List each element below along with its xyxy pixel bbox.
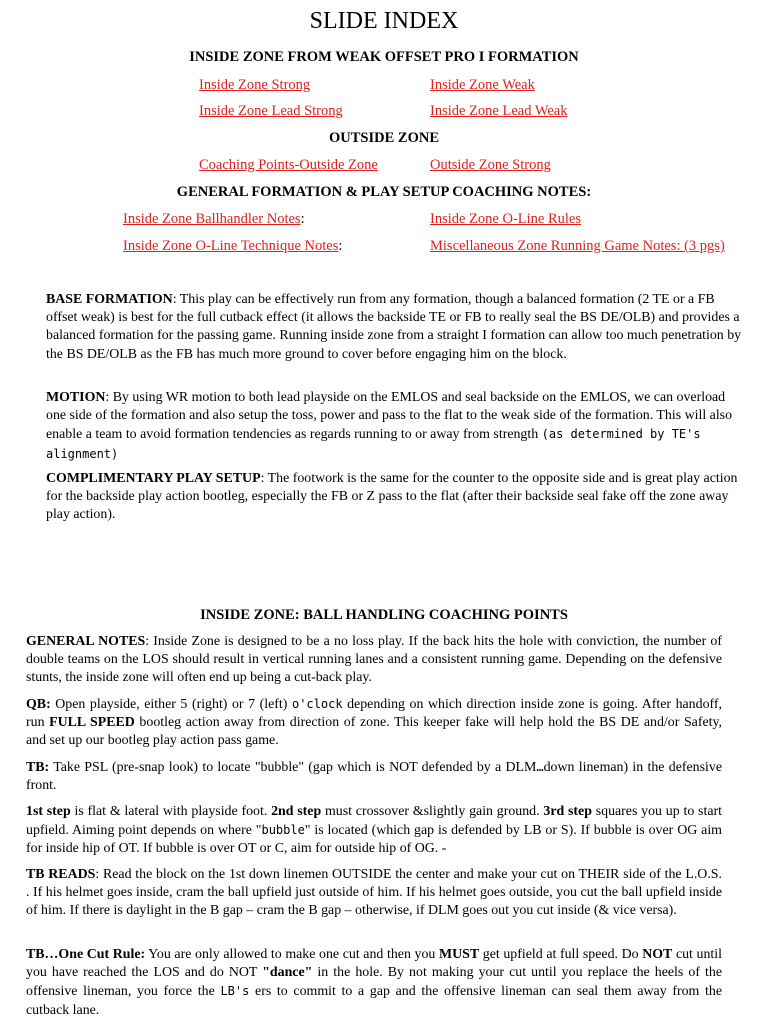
- general-notes-text: : Inside Zone is designed to be a no loss play. If the back hits the hole with conviction, the number of double teams on the LOS should result in vertical running lanes and a consistent running game. Depending on the defensive stunts, the inside zone will often end up being a cut-back play.: [26, 634, 722, 686]
- link-inside-zone-weak[interactable]: Inside Zone Weak: [430, 77, 535, 93]
- link-inside-zone-strong[interactable]: Inside Zone Strong: [199, 77, 311, 93]
- link-ballhandler-label[interactable]: Inside Zone Ballhandler Notes: [123, 211, 301, 227]
- tb-reads-paragraph: [26, 866, 722, 921]
- one-cut-rule-label: TB…One Cut Rule:: [26, 947, 146, 962]
- complimentary-play-text: : The footwork is the same for the counter to the opposite side and is great play action for the backside play action bootleg, especially the FB or Z pass to the flat (after their backside seal fake off the zone away play action).: [46, 471, 738, 523]
- one-cut-rule-paragraph: [26, 946, 722, 1020]
- one-cut-text-3: cut until you have reached the LOS and do NOT: [26, 947, 723, 981]
- tb-reads-label: TB READS: [26, 867, 96, 882]
- inside-zone-heading: INSIDE ZONE FROM WEAK OFFSET PRO I FORMATION: [189, 49, 579, 65]
- link-misc-zone-notes[interactable]: Miscellaneous Zone Running Game Notes: (3 pgs): [430, 238, 725, 254]
- link-coaching-points-outside-zone[interactable]: Coaching Points-Outside Zone: [199, 157, 378, 173]
- tb-reads-text: : Read the block on the 1st down linemen OUTSIDE the center and make your cut on THEIR side of the L.O.S. . If his helmet goes inside, cram the ball upfield just outside of him. If his helmet goes outside, you cut the ball upfield inside of him. If there is daylight in the B gap – cram the B gap – otherwise, if DLM goes out you cut inside (& vice versa).: [26, 867, 723, 919]
- motion-note: (as determined by TE's alignment): [46, 427, 701, 461]
- colon: :: [300, 211, 305, 227]
- link-outside-zone-strong[interactable]: Outside Zone Strong: [430, 157, 551, 173]
- motion-text: : By using WR motion to both lead playside on the EMLOS and seal backside on the EMLOS, we can overload one side of the formation and also setup the toss, power and pass to the flat to the weak side of the formation. This will also enable a team to avoid formation tendencies as regards running to or away from strength: [46, 390, 733, 443]
- link-ballhandler-notes[interactable]: [123, 210, 305, 228]
- one-cut-must: MUST: [439, 947, 480, 962]
- one-cut-dance: "dance": [262, 965, 313, 981]
- general-notes-paragraph: [26, 633, 722, 688]
- qb-paragraph: [26, 695, 722, 751]
- tb-paragraph: [26, 758, 722, 795]
- qb-label: QB:: [26, 697, 51, 712]
- page-title: SLIDE INDEX: [309, 8, 459, 34]
- general-notes-label: GENERAL NOTES: [26, 634, 146, 649]
- base-formation-label: BASE FORMATION: [46, 292, 173, 307]
- colon: :: [338, 238, 343, 254]
- steps-text-4: " is located (which gap is defended by LB or S). If bubble is over OG aim for inside hip of OT. If bubble is over OT or C, aim for outside hip of OG. -: [26, 823, 722, 857]
- tb-label: TB:: [26, 760, 50, 775]
- tb-text-2: down lineman) in the defensive front.: [26, 760, 722, 794]
- base-formation-text: : This play can be effectively run from any formation, though a balanced formation (2 TE or a FB offset weak) is best for the full cutback effect (it allows the backside TE or FB to really seal the BS DE/OLB) and provides a balanced formation for the passing game. Running inside zone from a straight I formation can allow too much penetration by the BS DE/OLB as the FB has much more ground to cover before engaging him on the block.: [46, 292, 742, 362]
- outside-zone-heading: OUTSIDE ZONE: [329, 130, 439, 146]
- qb-text-1: Open playside, either 5 (right) or 7 (left): [50, 697, 292, 712]
- motion-paragraph: [46, 389, 742, 464]
- tb-text-1: Take PSL (pre-snap look) to locate "bubble" (gap which is NOT defended by a DLM: [49, 760, 537, 775]
- base-formation-paragraph: [46, 291, 742, 364]
- link-oline-technique-label[interactable]: Inside Zone O-Line Technique Notes: [123, 238, 339, 254]
- link-inside-zone-lead-strong[interactable]: Inside Zone Lead Strong: [199, 103, 343, 119]
- step-2-label: 2nd step: [271, 804, 322, 819]
- qb-oclock: o'clock: [291, 697, 343, 711]
- link-oline-rules[interactable]: Inside Zone O-Line Rules: [430, 211, 582, 227]
- motion-label: MOTION: [46, 390, 106, 405]
- steps-paragraph: [26, 803, 722, 859]
- one-cut-text-5: ers to commit to a gap and the offensive lineman can seal them away from the cutback lane.: [26, 984, 722, 1018]
- qb-full-speed: FULL SPEED: [49, 715, 135, 731]
- one-cut-text-4: in the hole. By not making your cut until you replace the heels of the offensive lineman, you force the: [26, 965, 722, 1000]
- qb-text-2: depending on which direction inside zone is going. After handoff, run: [26, 697, 722, 731]
- general-notes-heading: GENERAL FORMATION & PLAY SETUP COACHING NOTES:: [176, 184, 592, 200]
- link-inside-zone-lead-weak[interactable]: Inside Zone Lead Weak: [430, 103, 568, 119]
- ball-handling-heading: INSIDE ZONE: BALL HANDLING COACHING POINTS: [200, 607, 568, 623]
- one-cut-not: NOT: [642, 947, 673, 962]
- steps-text-2: must crossover &slightly gain ground.: [321, 804, 544, 819]
- one-cut-text-2: get upfield at full speed. Do: [479, 947, 643, 962]
- complimentary-play-label: COMPLIMENTARY PLAY SETUP: [46, 471, 261, 486]
- link-oline-technique-notes[interactable]: [123, 237, 342, 255]
- one-cut-lbs: LB's: [220, 984, 250, 999]
- steps-bubble: bubble: [261, 823, 305, 838]
- one-cut-text-1: You are only allowed to make one cut and then you: [145, 947, 439, 962]
- steps-text-1: is flat & lateral with playside foot.: [70, 804, 272, 819]
- complimentary-play-paragraph: [46, 470, 742, 525]
- qb-text-3: bootleg action away from direction of zone. This keeper fake will help hold the BS DE and/or Safety, and set up our bootleg play action pass game.: [26, 715, 722, 749]
- steps-text-3: squares you up to start upfield. Aiming point depends on where ": [26, 804, 722, 839]
- tb-ellipsis: …: [536, 760, 544, 774]
- step-1-label: 1st step: [26, 804, 71, 819]
- step-3-label: 3rd step: [543, 804, 592, 819]
